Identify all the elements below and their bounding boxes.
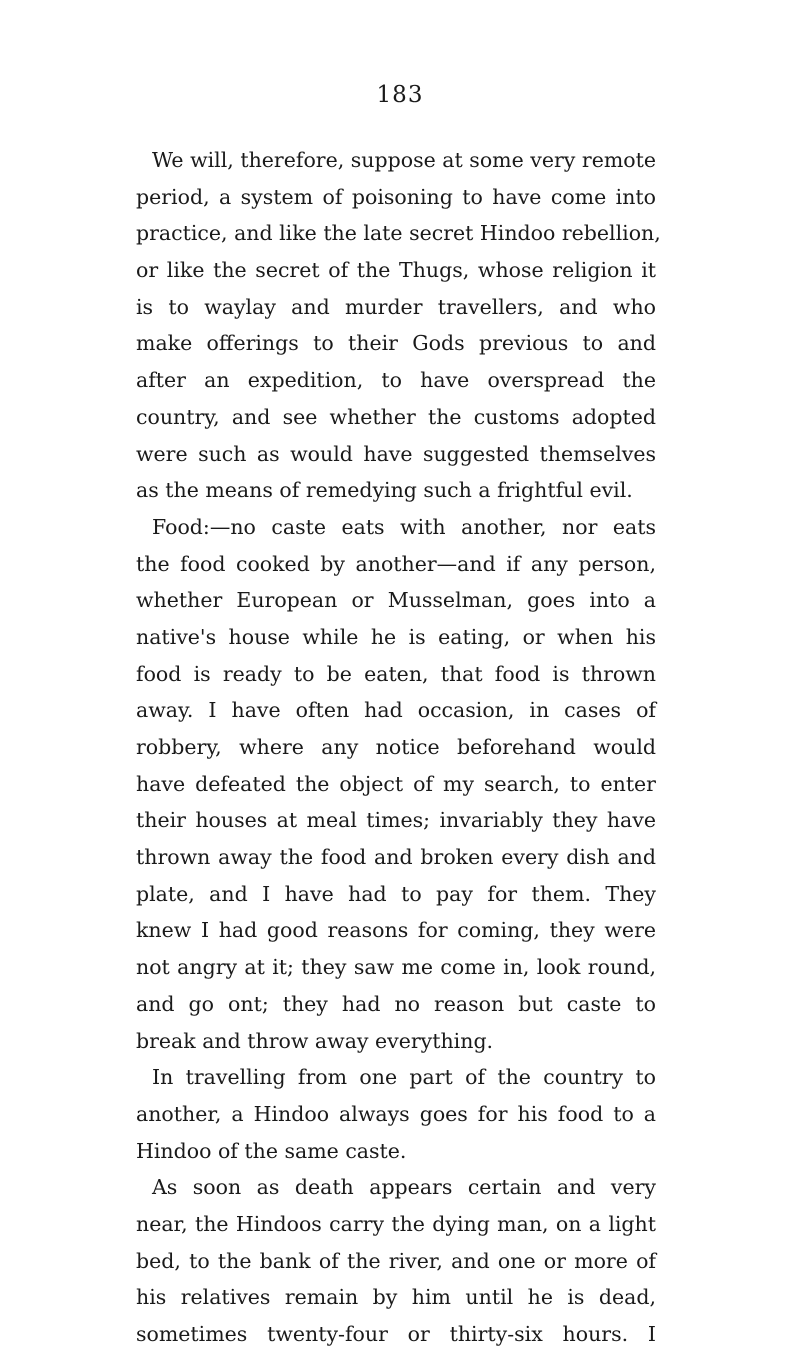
- text-line: We will, therefore, suppose at some very remote: [152, 148, 656, 172]
- text-line: not angry at it; they saw me come in, look round,: [136, 955, 656, 980]
- text-line: as the means of remedying such a frightful evil.: [136, 478, 633, 503]
- text-line: period, a system of poisoning to have come into: [136, 184, 656, 209]
- text-line: sometimes twenty-four or thirty-six hours. I: [136, 1322, 656, 1346]
- text-line: away. I have often had occasion, in cases of: [136, 698, 656, 723]
- text-line: country, and see whether the customs adopted: [136, 404, 656, 429]
- text-line: their houses at meal times; invariably they have: [136, 808, 656, 833]
- page-number: 183: [376, 82, 424, 108]
- text-line: and go ont; they had no reason but caste to: [136, 991, 656, 1016]
- text-line: make offerings to their Gods previous to and: [136, 331, 656, 356]
- text-line: practice, and like the late secret Hindoo rebellion,: [136, 221, 661, 246]
- text-line: or like the secret of the Thugs, whose religion it: [136, 258, 656, 283]
- text-line: Food:—no caste eats with another, nor eats: [152, 514, 656, 539]
- text-line: after an expedition, to have overspread the: [136, 368, 656, 393]
- text-line: native's house while he is eating, or when his: [136, 624, 656, 649]
- text-line: have defeated the object of my search, to enter: [136, 771, 656, 796]
- text-line: Hindoo of the same caste.: [136, 1138, 407, 1163]
- text-line: In travelling from one part of the country to: [152, 1065, 656, 1090]
- text-line: break and throw away everything.: [136, 1028, 494, 1053]
- text-line: knew I had good reasons for coming, they were: [136, 918, 656, 943]
- text-line: As soon as death appears certain and very: [152, 1175, 656, 1200]
- text-line: food is ready to be eaten, that food is thrown: [136, 661, 656, 686]
- text-line: thrown away the food and broken every dish and: [136, 845, 656, 870]
- text-line: whether European or Musselman, goes into a: [136, 588, 656, 613]
- text-line: bed, to the bank of the river, and one or more of: [136, 1248, 656, 1273]
- text-line: were such as would have suggested themselves: [136, 441, 656, 466]
- text-line: is to waylay and murder travellers, and who: [136, 294, 656, 319]
- text-line: plate, and I have had to pay for them. They: [136, 881, 656, 906]
- body-text: [136, 142, 661, 1353]
- text-line: near, the Hindoos carry the dying man, on a light: [136, 1211, 656, 1236]
- text-line: his relatives remain by him until he is dead,: [136, 1285, 656, 1310]
- text-line: robbery, where any notice beforehand would: [136, 735, 656, 759]
- text-line: another, a Hindoo always goes for his food to a: [136, 1101, 656, 1126]
- text-line: the food cooked by another—and if any person,: [136, 551, 656, 576]
